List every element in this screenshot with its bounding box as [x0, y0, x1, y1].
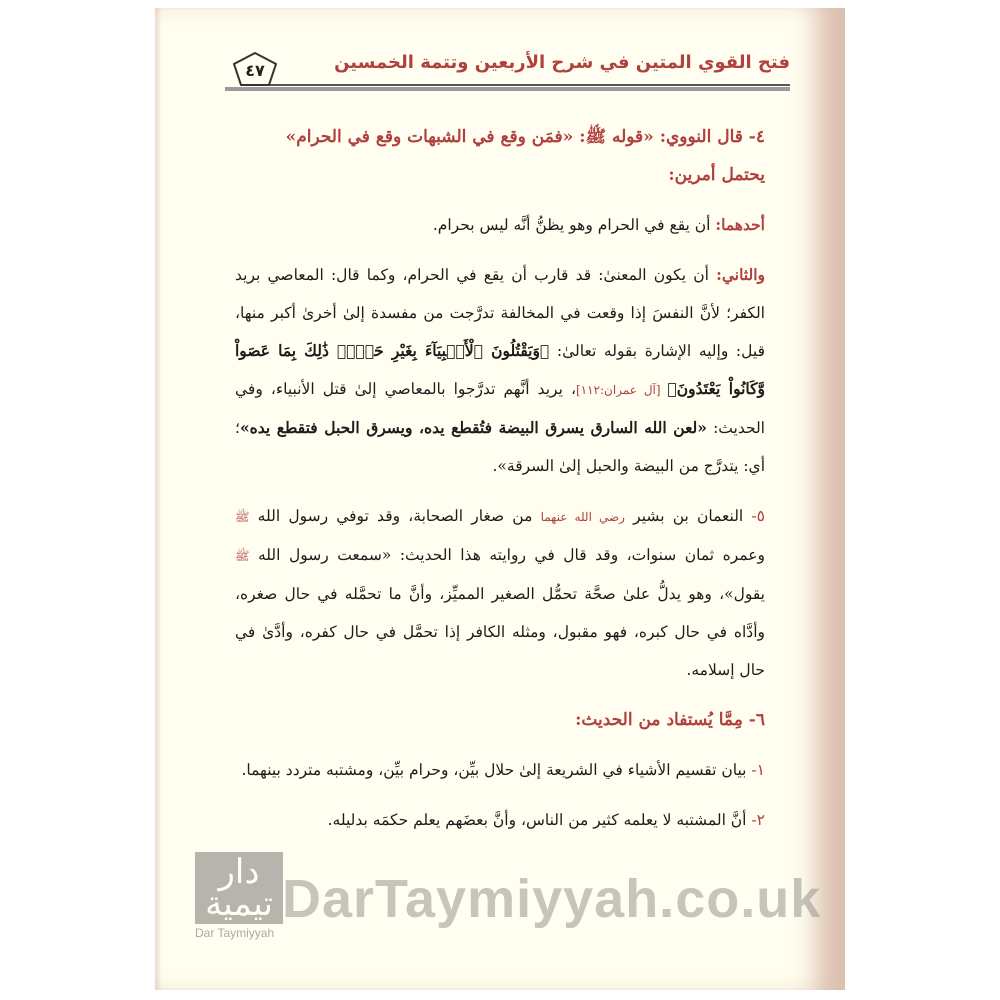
book-page: [155, 8, 845, 990]
section-4-title: ٤- قال النووي: «قوله ﷺ: «فمَن وقع في الشبهات وقع في الحرام»: [285, 127, 765, 147]
header-rule: [263, 84, 790, 86]
salawat-icon: ﷺ: [235, 549, 250, 563]
watermark-caption: Dar Taymiyyah: [195, 926, 275, 940]
salawat-icon: ﷺ: [235, 510, 250, 524]
section-4-subtitle: يحتمل أمرين:: [668, 165, 765, 185]
benefit-number: ١-: [751, 761, 765, 779]
second-text-3: ؛ أي: يتدرَّج من البيضة والحبل إلىٰ السرقة».: [235, 419, 765, 475]
second-text-1: أن يكون المعنىٰ: قد قارب أن يقع في الحرام، وكما قال: المعاصي بريد الكفر؛ لأنَّ النفسَ إذا وقعت في المخالفة تدرَّجت من مفسدة إلىٰ أخرىٰ أكبر منها، قيل: وإليه الإشارة بقوله تعالىٰ:: [235, 266, 765, 360]
page-number-badge: [233, 52, 277, 86]
section-4-heading: [235, 118, 765, 194]
section-5-text-2: من صغار الصحابة، وقد توفي رسول الله: [249, 507, 541, 525]
first-text: أن يقع في الحرام وهو يظنُّ أنَّه ليس بحرام.: [432, 216, 716, 234]
first-meaning: [235, 206, 765, 244]
watermark-logo: [195, 852, 283, 924]
section-5-text-4: يقول»، وهو يدلُّ علىٰ صحَّة تحمُّل الصغير المميِّز، وأنَّ ما تحمَّله في حال صغره، وأدَّاه في حال كبره، فهو مقبول، ومثله الكافر إذا تحمَّل في حال كفره، وأدَّىٰ في حال إسلامه.: [235, 585, 765, 679]
header-rule-gray: [225, 87, 790, 91]
logo-calligraphy: دار تيمية: [205, 852, 273, 924]
section-5-text-1: النعمان بن بشير: [624, 507, 752, 525]
second-label: والثاني:: [716, 265, 765, 284]
benefit-item: [235, 751, 765, 789]
benefit-text: أنَّ المشتبه لا يعلمه كثير من الناس، وأنَّ بعضَهم يعلم حكمَه بدليله.: [327, 811, 752, 829]
second-text-2: ، يريد أنَّهم تدرَّجوا بالمعاصي إلىٰ قتل الأنبياء، وفي الحديث:: [235, 380, 765, 437]
section-6-heading: [235, 701, 765, 739]
benefit-number: ٢-: [751, 811, 765, 829]
benefit-text: بيان تقسيم الأشياء في الشريعة إلىٰ حلال بيِّن، وحرام بيِّن، ومشتبه متردد بينهما.: [241, 761, 752, 779]
watermark-site: DarTaymiyyah.co.uk: [282, 869, 822, 929]
section-5-number: ٥-: [751, 507, 765, 525]
hadith-quote: «لعن الله السارق يسرق البيضة فتُقطع يده، ويسرق الحبل فتقطع يده»: [239, 418, 707, 437]
section-5: [235, 497, 765, 689]
section-5-text-3: وعمره ثمان سنوات، وقد قال في روايته هذا الحديث: «سمعت رسول الله: [249, 546, 765, 564]
quran-verse: ﴿وَيَقْتُلُونَ ٱلْأَنۢبِيَآءَ بِغَيْرِ حَقٍّۚ ذَٰلِكَ بِمَا عَصَواْ وَّكَانُواْ يَعْتَدُونَ﴾: [235, 341, 765, 398]
first-label: أحدهما:: [715, 215, 765, 234]
second-meaning: [235, 256, 765, 485]
running-title: فتح القوي المتين في شرح الأربعين وتتمة الخمسين: [334, 52, 790, 73]
page-header: [225, 48, 790, 88]
benefit-item: [235, 801, 765, 839]
quran-reference: [آل عمران:١١٢]: [575, 383, 668, 397]
section-6-title: ٦- مِمَّا يُستفاد من الحديث:: [575, 710, 765, 730]
page-body: [235, 118, 765, 851]
page-number: ٤٧: [245, 61, 265, 80]
honorific-icon: رضي الله عنهما: [540, 510, 625, 524]
